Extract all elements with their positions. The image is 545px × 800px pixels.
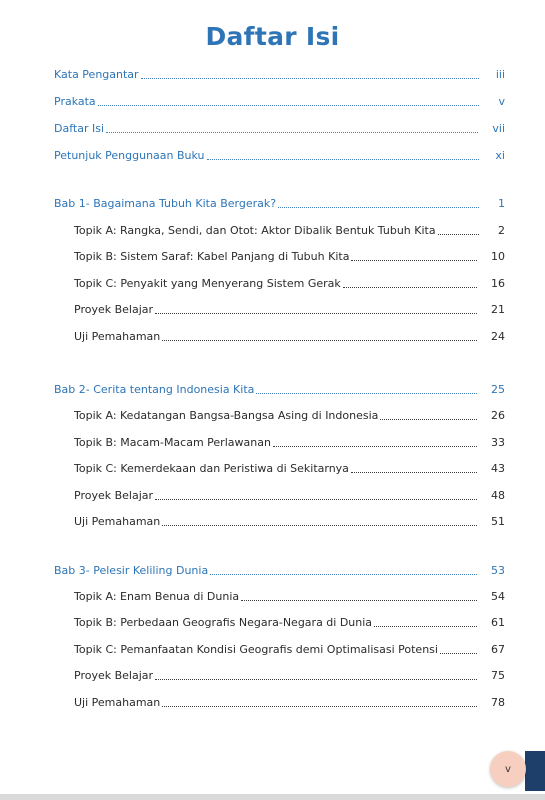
toc-item-label: Topik A: Kedatangan Bangsa-Bangsa Asing di Indonesia <box>74 409 379 422</box>
toc-item[interactable] <box>74 590 505 604</box>
toc-page-number: 54 <box>491 590 505 603</box>
dot-leader <box>351 471 477 473</box>
dot-leader <box>438 233 479 235</box>
page-title: Daftar Isi <box>205 22 340 51</box>
toc-item[interactable] <box>74 409 505 423</box>
toc-entry-label: Daftar Isi <box>54 122 104 135</box>
toc-item-label: Topik A: Enam Benua di Dunia <box>74 590 240 603</box>
toc-page-number: vii <box>492 122 505 135</box>
dot-leader <box>343 286 477 288</box>
toc-entry-daftar-isi[interactable] <box>54 122 505 136</box>
toc-item[interactable] <box>74 436 505 450</box>
toc-page-number: v <box>498 95 505 108</box>
toc-item-label: Topik B: Macam-Macam Perlawanan <box>74 436 271 449</box>
toc-page-number: 10 <box>491 250 505 263</box>
toc-chapter-label: Bab 2- Cerita tentang Indonesia Kita <box>54 383 255 396</box>
toc-page-number: 26 <box>491 409 505 422</box>
toc-page-number: 53 <box>491 564 505 577</box>
toc-item[interactable] <box>74 669 505 683</box>
toc-page-number: 51 <box>491 515 505 528</box>
toc-item-label: Topik B: Sistem Saraf: Kabel Panjang di Tubuh Kita <box>74 250 350 263</box>
dot-leader <box>162 524 477 526</box>
toc-item[interactable] <box>74 696 505 710</box>
toc-item[interactable] <box>74 224 505 238</box>
toc-item[interactable] <box>74 489 505 503</box>
dot-leader <box>162 339 477 341</box>
toc-page-number: 25 <box>491 383 505 396</box>
toc-item-label: Topik A: Rangka, Sendi, dan Otot: Aktor Dibalik Bentuk Tubuh Kita <box>74 224 436 237</box>
toc-page-number: 48 <box>491 489 505 502</box>
dot-leader <box>273 445 477 447</box>
toc-chapter-label: Bab 1- Bagaimana Tubuh Kita Bergerak? <box>54 197 277 210</box>
toc-chapter-3[interactable] <box>54 564 505 578</box>
toc-item-label: Uji Pemahaman <box>74 515 161 528</box>
toc-item[interactable] <box>74 277 505 291</box>
dot-leader <box>241 599 477 601</box>
dot-leader <box>155 678 477 680</box>
toc-chapter-1[interactable] <box>54 197 505 211</box>
toc-page-number: iii <box>495 68 505 81</box>
dot-leader <box>141 77 479 79</box>
toc-item-label: Proyek Belajar <box>74 303 154 316</box>
toc-page-number: 21 <box>491 303 505 316</box>
toc-item-label: Topik C: Penyakit yang Menyerang Sistem Gerak <box>74 277 341 290</box>
toc-page-number: xi <box>495 149 505 162</box>
toc-item[interactable] <box>74 303 505 317</box>
toc-entry-label: Kata Pengantar <box>54 68 139 81</box>
dot-leader <box>374 625 477 627</box>
toc-item[interactable] <box>74 643 505 657</box>
dot-leader <box>278 206 479 208</box>
dot-leader <box>162 705 477 707</box>
toc-entry-prakata[interactable] <box>54 95 505 109</box>
dot-leader <box>155 498 477 500</box>
toc-chapter-2[interactable] <box>54 383 505 397</box>
toc-page-number: 43 <box>491 462 505 475</box>
toc-item-label: Uji Pemahaman <box>74 330 161 343</box>
toc-page-number: 61 <box>491 616 505 629</box>
toc-page-number: 78 <box>491 696 505 709</box>
toc-item-label: Proyek Belajar <box>74 489 154 502</box>
toc-item[interactable] <box>74 616 505 630</box>
dot-leader <box>256 392 477 394</box>
dot-leader <box>440 652 477 654</box>
toc-entry-label: Petunjuk Penggunaan Buku <box>54 149 205 162</box>
toc-item-label: Uji Pemahaman <box>74 696 161 709</box>
page-number-badge: v <box>490 751 526 787</box>
toc-item-label: Topik C: Kemerdekaan dan Peristiwa di Sekitarnya <box>74 462 349 475</box>
toc-page-number: 24 <box>491 330 505 343</box>
toc-item[interactable] <box>74 250 505 264</box>
toc-item-label: Topik B: Perbedaan Geografis Negara-Negara di Dunia <box>74 616 373 629</box>
toc-entry-label: Prakata <box>54 95 96 108</box>
toc-item-label: Topik C: Pemanfaatan Kondisi Geografis demi Optimalisasi Potensi <box>74 643 438 656</box>
toc-item-label: Proyek Belajar <box>74 669 154 682</box>
toc-chapter-label: Bab 3- Pelesir Keliling Dunia <box>54 564 209 577</box>
toc-page-number: 16 <box>491 277 505 290</box>
bottom-divider <box>0 794 545 800</box>
corner-band <box>525 751 545 791</box>
dot-leader <box>210 573 477 575</box>
dot-leader <box>351 259 477 261</box>
dot-leader <box>207 158 479 160</box>
toc-page-number: 1 <box>498 197 505 210</box>
toc-page-number: 2 <box>498 224 505 237</box>
toc-page-number: 33 <box>491 436 505 449</box>
dot-leader <box>155 312 477 314</box>
toc-item[interactable] <box>74 462 505 476</box>
toc-entry-kata-pengantar[interactable] <box>54 68 505 82</box>
dot-leader <box>98 104 479 106</box>
toc-page-number: 75 <box>491 669 505 682</box>
dot-leader <box>106 131 478 133</box>
toc-entry-petunjuk[interactable] <box>54 149 505 163</box>
toc-page-number: 67 <box>491 643 505 656</box>
toc-item[interactable] <box>74 515 505 529</box>
toc-item[interactable] <box>74 330 505 344</box>
dot-leader <box>380 418 477 420</box>
